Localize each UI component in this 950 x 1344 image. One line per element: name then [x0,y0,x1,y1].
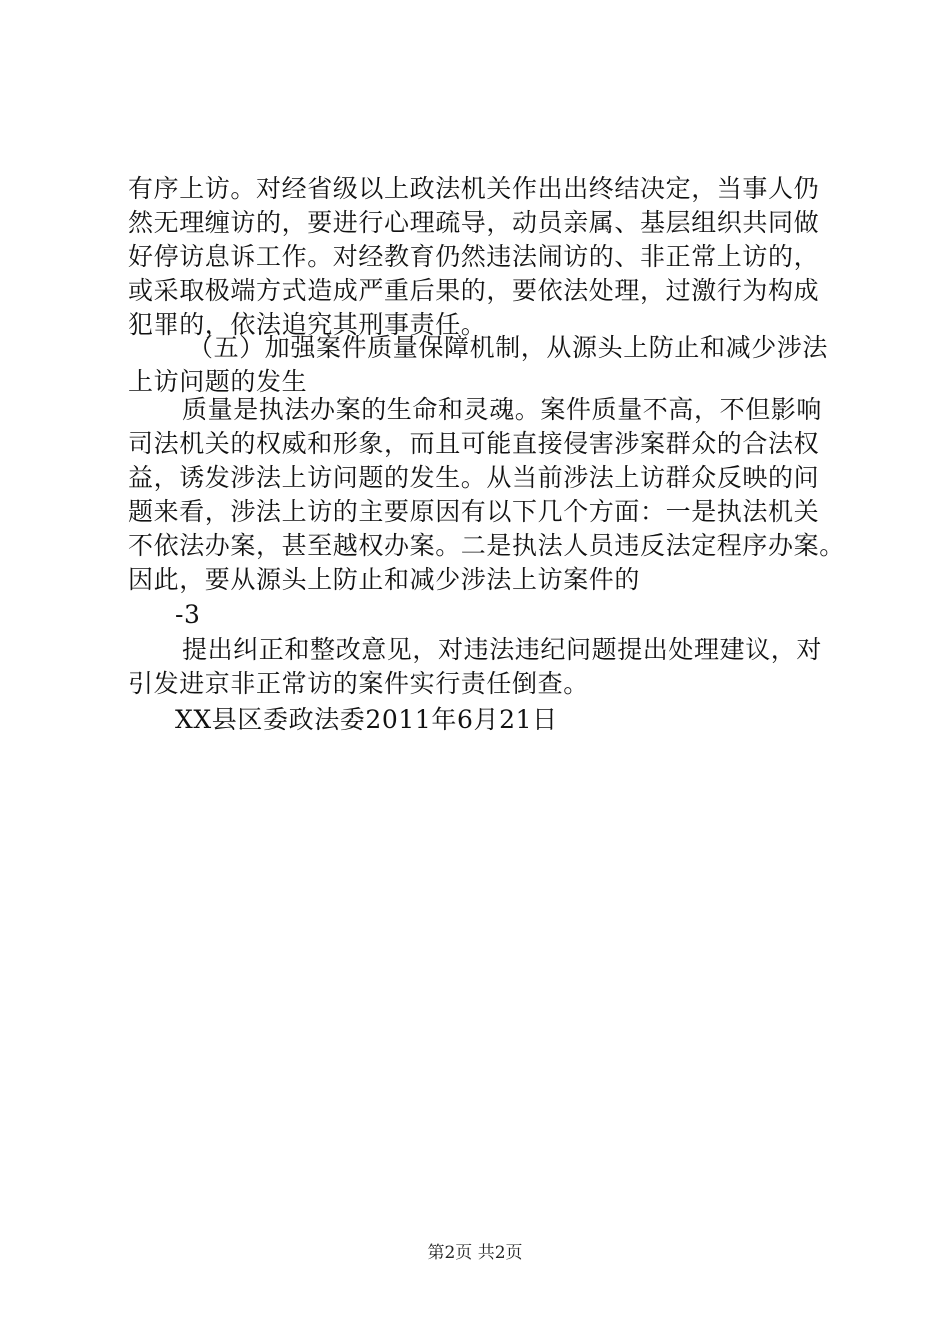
body-text-line: 引发进京非正常访的案件实行责任倒查。 [128,669,589,698]
body-text-line: 好停访息诉工作。对经教育仍然违法闹访的、非正常上访的， [128,242,820,271]
body-text-line: 有序上访。对经省级以上政法机关作出出终结决定，当事人仍 [128,174,820,203]
body-text-line: 犯罪的，依法追究其刑事责任。 [128,310,487,339]
paragraph-first-line: 质量是执法办案的生命和灵魂。案件质量不高，不但影响 [182,395,823,424]
body-text-line: 题来看，涉法上访的主要原因有以下几个方面：一是执法机关 [128,497,820,526]
body-text-line: 益，诱发涉法上访问题的发生。从当前涉法上访群众反映的问 [128,463,820,492]
section-heading-continuation: 上访问题的发生 [128,367,308,396]
body-text-line: 或采取极端方式造成严重后果的，要依法处理，过激行为构成 [128,276,820,305]
page-number-marker: -3 [175,600,201,629]
page-footer: 第2页 共2页 [427,1243,523,1263]
body-text-line: 司法机关的权威和形象，而且可能直接侵害涉案群众的合法权 [128,429,820,458]
paragraph-first-line: 提出纠正和整改意见，对违法违纪问题提出处理建议，对 [182,635,823,664]
body-text-line: 不依法办案，甚至越权办案。二是执法人员违反法定程序办案。 [128,531,845,560]
section-heading: （五）加强案件质量保障机制，从源头上防止和减少涉法 [188,333,829,362]
body-text-line: 因此，要从源头上防止和减少涉法上访案件的 [128,565,641,594]
body-text-line: 然无理缠访的，要进行心理疏导，动员亲属、基层组织共同做 [128,208,820,237]
signature-date-line: XX县区委政法委2011年6月21日 [175,705,558,734]
